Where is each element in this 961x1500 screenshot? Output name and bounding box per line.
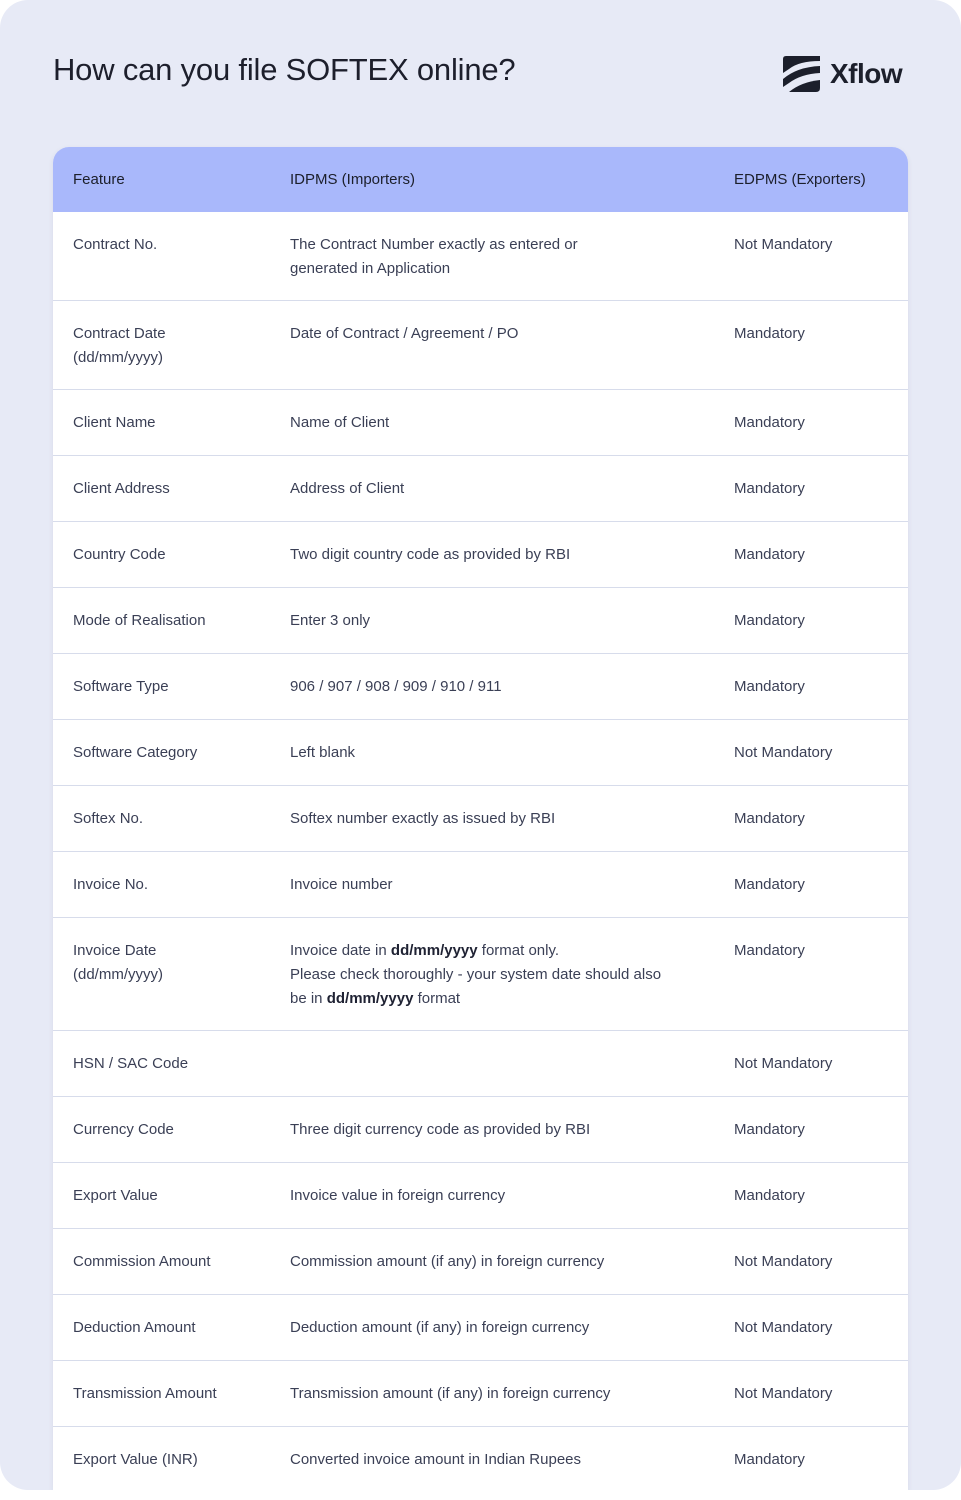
- feature-cell: Deduction Amount: [73, 1319, 196, 1336]
- importers-cell: [290, 212, 734, 281]
- table-row: [53, 1097, 908, 1163]
- feature-cell: Softex No.: [73, 810, 144, 827]
- table-row: [53, 522, 908, 588]
- feature-cell: Mode of Realisation: [73, 612, 206, 629]
- table-row: [53, 1427, 908, 1490]
- feature-line: (dd/mm/yyyy): [73, 966, 163, 983]
- table-row: [53, 1361, 908, 1427]
- feature-cell: Software Type: [73, 678, 169, 695]
- text-span: Invoice date in: [290, 942, 391, 959]
- feature-cell: Currency Code: [73, 1121, 174, 1138]
- exporters-cell: Mandatory: [734, 414, 805, 431]
- table-row: [53, 1229, 908, 1295]
- importers-line: generated in Application: [290, 260, 451, 277]
- table-row: [53, 301, 908, 390]
- feature-line: Contract Date: [73, 325, 166, 342]
- exporters-cell: Not Mandatory: [734, 236, 833, 253]
- table-row: [53, 654, 908, 720]
- text-span: format: [413, 990, 461, 1007]
- importers-cell: Invoice number: [290, 876, 393, 893]
- header-feature: Feature: [73, 170, 125, 188]
- feature-cell: Transmission Amount: [73, 1385, 217, 1402]
- exporters-cell: Not Mandatory: [734, 1385, 833, 1402]
- importers-cell: Invoice value in foreign currency: [290, 1187, 506, 1204]
- text-span: format only.: [477, 942, 560, 959]
- exporters-cell: Not Mandatory: [734, 1055, 833, 1072]
- importers-cell: Name of Client: [290, 414, 390, 431]
- exporters-cell: Mandatory: [734, 810, 805, 827]
- table-row: [53, 786, 908, 852]
- importers-line: [290, 987, 734, 1011]
- exporters-cell: Not Mandatory: [734, 1319, 833, 1336]
- feature-cell: Client Address: [73, 480, 170, 497]
- date-format-bold: dd/mm/yyyy: [390, 942, 478, 959]
- feature-line: (dd/mm/yyyy): [73, 349, 163, 366]
- importers-cell: Left blank: [290, 744, 356, 761]
- importers-cell: [290, 918, 734, 1011]
- exporters-cell: Mandatory: [734, 546, 805, 563]
- table-row: [53, 212, 908, 301]
- table-row: [53, 852, 908, 918]
- table-row: [53, 456, 908, 522]
- brand-logo: [781, 55, 902, 93]
- feature-cell: Export Value (INR): [73, 1451, 198, 1468]
- feature-cell: Country Code: [73, 546, 166, 563]
- brand-name: Xflow: [830, 58, 903, 89]
- feature-line: Invoice Date: [73, 942, 157, 959]
- exporters-cell: Mandatory: [734, 480, 805, 497]
- exporters-cell: Mandatory: [734, 325, 805, 342]
- importers-cell: 906 / 907 / 908 / 909 / 910 / 911: [290, 678, 502, 695]
- feature-cell: [73, 918, 290, 987]
- importers-cell: Two digit country code as provided by RBI: [290, 546, 571, 563]
- text-span: be in: [290, 990, 327, 1007]
- importers-cell: Deduction amount (if any) in foreign currency: [290, 1319, 590, 1336]
- exporters-cell: Not Mandatory: [734, 744, 833, 761]
- softex-fields-table: [53, 147, 908, 1490]
- importers-line: [290, 939, 734, 963]
- feature-cell: Contract No.: [73, 236, 158, 253]
- importers-cell: Commission amount (if any) in foreign currency: [290, 1253, 605, 1270]
- importers-cell: Three digit currency code as provided by RBI: [290, 1121, 591, 1138]
- table-row: [53, 1295, 908, 1361]
- table-row: [53, 1163, 908, 1229]
- importers-cell: [290, 1031, 734, 1052]
- date-format-bold: dd/mm/yyyy: [326, 990, 414, 1007]
- table-row: [53, 720, 908, 786]
- table-row: [53, 588, 908, 654]
- feature-cell: Software Category: [73, 744, 198, 761]
- header-importers: IDPMS (Importers): [290, 170, 416, 188]
- feature-cell: HSN / SAC Code: [73, 1055, 189, 1072]
- header-exporters: EDPMS (Exporters): [734, 170, 866, 188]
- exporters-cell: Mandatory: [734, 678, 805, 695]
- importers-cell: Softex number exactly as issued by RBI: [290, 810, 556, 827]
- feature-cell: [73, 301, 290, 370]
- importers-line: Please check thoroughly - your system date should also: [290, 966, 662, 983]
- table-header: [53, 147, 908, 212]
- importers-cell: Converted invoice amount in Indian Rupees: [290, 1451, 582, 1468]
- exporters-cell: Not Mandatory: [734, 1253, 833, 1270]
- table-row: [53, 1031, 908, 1097]
- exporters-cell: Mandatory: [734, 1451, 805, 1468]
- importers-cell: Date of Contract / Agreement / PO: [290, 325, 519, 342]
- exporters-cell: Mandatory: [734, 1187, 805, 1204]
- feature-cell: Commission Amount: [73, 1253, 211, 1270]
- exporters-cell: Mandatory: [734, 876, 805, 893]
- feature-cell: Export Value: [73, 1187, 158, 1204]
- importers-cell: Transmission amount (if any) in foreign currency: [290, 1385, 611, 1402]
- table-row: [53, 390, 908, 456]
- feature-cell: Invoice No.: [73, 876, 149, 893]
- importers-cell: Enter 3 only: [290, 612, 371, 629]
- table-row: [53, 918, 908, 1031]
- xflow-logo-icon: [781, 55, 821, 93]
- importers-cell: Address of Client: [290, 480, 405, 497]
- exporters-cell: Mandatory: [734, 942, 805, 959]
- importers-line: The Contract Number exactly as entered or: [290, 236, 578, 253]
- feature-cell: Client Name: [73, 414, 156, 431]
- exporters-cell: Mandatory: [734, 612, 805, 629]
- exporters-cell: Mandatory: [734, 1121, 805, 1138]
- page-title: How can you file SOFTEX online?: [53, 52, 516, 87]
